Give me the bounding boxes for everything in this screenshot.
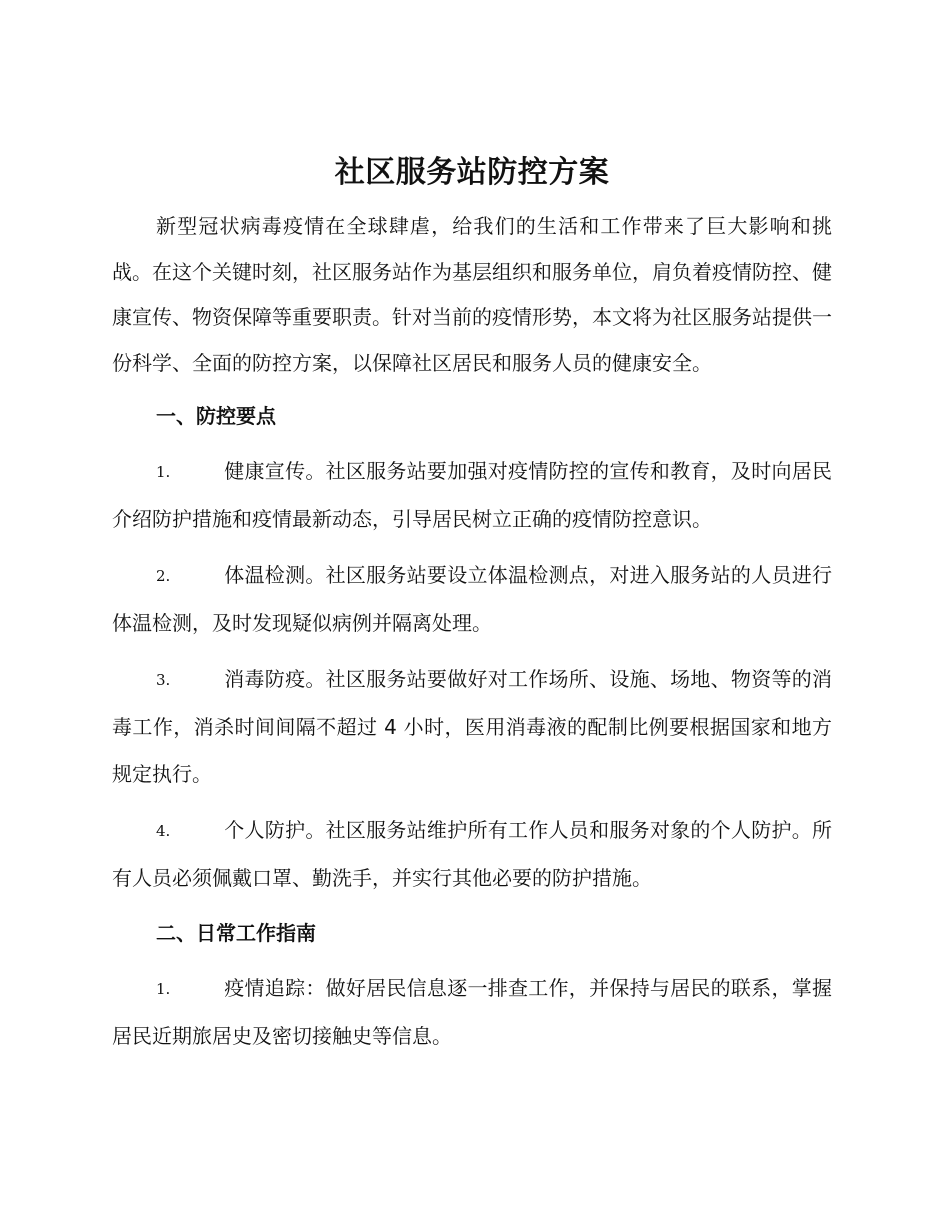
list-item	[112, 552, 832, 647]
list-item-text: 疫情追踪：做好居民信息逐一排查工作，并保持与居民的联系，掌握居民近期旅居史及密切接触史等信息。	[112, 976, 832, 1048]
list-item-number: 2.	[156, 567, 171, 585]
section-prevention-points	[112, 394, 832, 902]
list-item-number: 4.	[156, 822, 171, 840]
list-item-number: 3.	[156, 671, 171, 689]
document-page	[112, 150, 832, 1069]
list-item	[112, 448, 832, 543]
list-item	[112, 656, 832, 798]
section-daily-work-guide	[112, 911, 832, 1060]
list-item-text: 个人防护。社区服务站维护所有工作人员和服务对象的个人防护。所有人员必须佩戴口罩、勤洗手，并实行其他必要的防护措施。	[112, 818, 832, 890]
intro-paragraph: 新型冠状病毒疫情在全球肆虐，给我们的生活和工作带来了巨大影响和挑战。在这个关键时刻，社区服务站作为基层组织和服务单位，肩负着疫情防控、健康宣传、物资保障等重要职责。针对当前的疫情形势，本文将为社区服务站提供一份科学、全面的防控方案，以保障社区居民和服务人员的健康安全。	[112, 214, 832, 375]
list-item-text: 消毒防疫。社区服务站要做好对工作场所、设施、场地、物资等的消毒工作，消杀时间间隔不超过 4 小时，医用消毒液的配制比例要根据国家和地方规定执行。	[112, 667, 832, 786]
list-item-text: 健康宣传。社区服务站要加强对疫情防控的宣传和教育，及时向居民介绍防护措施和疫情最新动态，引导居民树立正确的疫情防控意识。	[112, 459, 832, 531]
list-item-number: 1.	[156, 980, 171, 998]
list-item-text: 体温检测。社区服务站要设立体温检测点，对进入服务站的人员进行体温检测，及时发现疑似病例并隔离处理。	[112, 563, 832, 635]
section-heading: 二、日常工作指南	[156, 921, 316, 945]
list-item	[112, 965, 832, 1060]
list-item-number: 1.	[156, 463, 171, 481]
list-item	[112, 807, 832, 902]
section-heading: 一、防控要点	[156, 404, 276, 428]
document-title: 社区服务站防控方案	[334, 155, 610, 190]
